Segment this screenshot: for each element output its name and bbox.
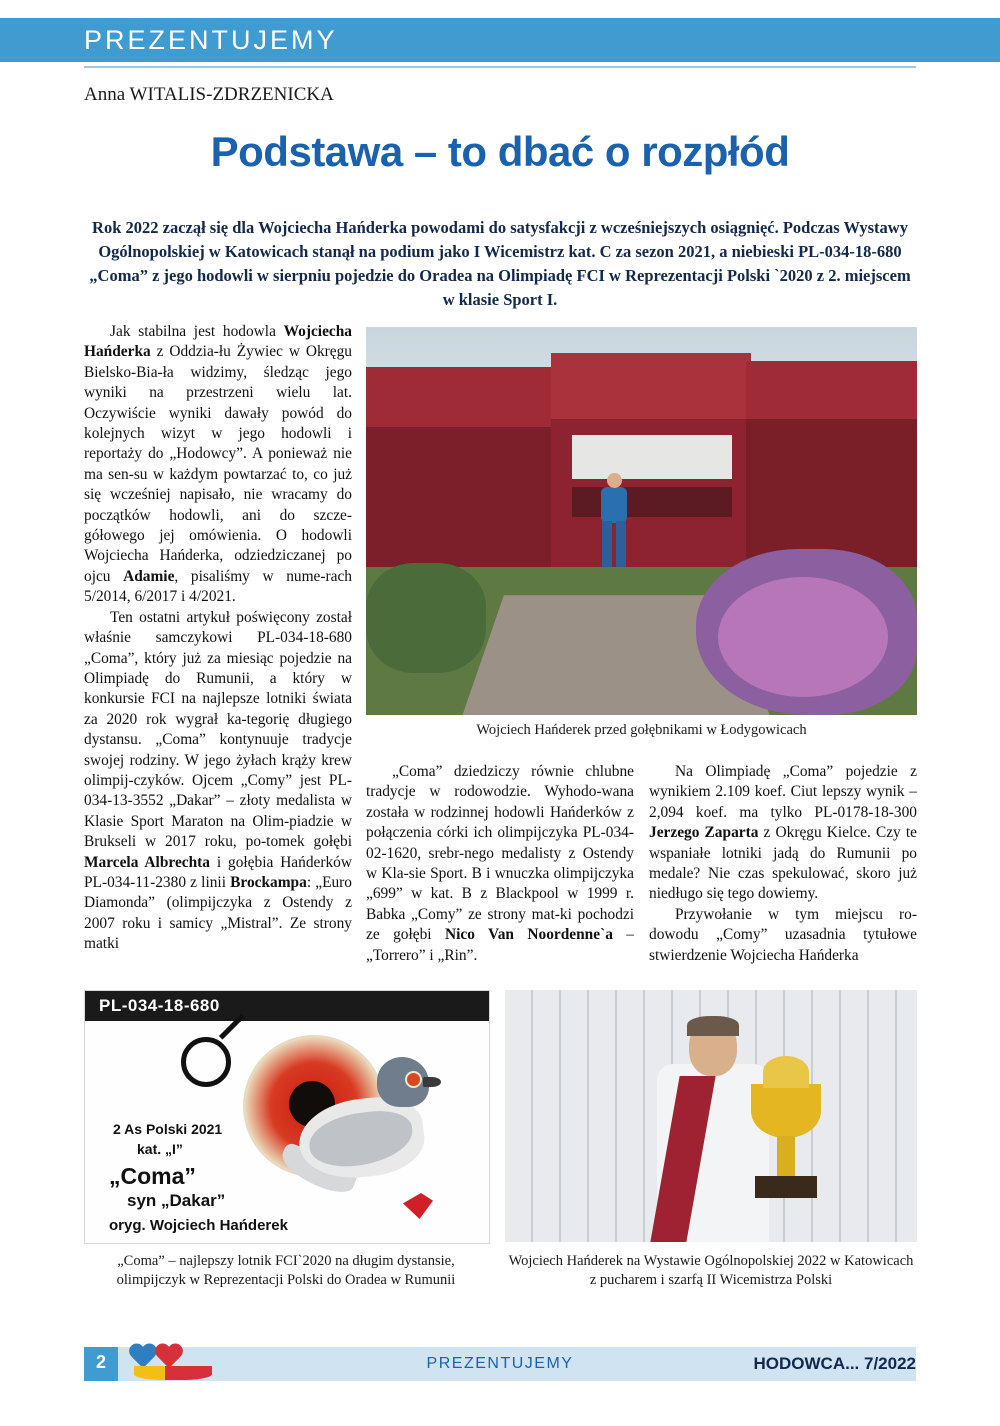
photo-trophy — [505, 990, 917, 1242]
roof-center — [551, 353, 751, 425]
header-divider — [84, 66, 916, 68]
pedigree-line-2: kat. „I” — [137, 1141, 183, 1157]
person-head — [607, 473, 622, 488]
footer-page-number: 2 — [95, 1352, 106, 1372]
roof-left — [366, 367, 556, 433]
loft-left — [366, 427, 556, 577]
caption-pedigree: „Coma” – najlepszy lotnik FCI`2020 na długim dystansie, olimpijczyk w Reprezentacji Polski do Oradea w Rumunii — [116, 1253, 456, 1288]
paragraph: Na Olimpiadę „Coma” pojedzie z wynikiem 2.109 koef. Ciut lepszy wynik – 2,094 koef. ma tylko PL-0178-18-300 Jerzego Zaparta z Okręgu Kielce. Czy te wspaniałe lotniki jadą do Rumunii po medale? Nie czas spekulować, skoro już niedługo się tego dowiemy. — [649, 763, 917, 903]
loft-right — [746, 419, 917, 569]
caption-trophy: Wojciech Hańderek na Wystawie Ogólnopolskiej 2022 w Katowicach z pucharem i szarfą II Wicemistrza Polski — [508, 1253, 914, 1288]
page-title: Podstawa – to dbać o rozpłód — [210, 128, 790, 175]
article-author: Anna WITALIS-ZDRZENICKA — [84, 84, 334, 105]
photo-shrub-left — [366, 563, 486, 673]
caption-top-photo: Wojciech Hańderek przed gołębnikami w Łodygowicach — [476, 722, 807, 738]
photo-pedigree-card — [84, 990, 490, 1244]
article-lead: Rok 2022 zaczął się dla Wojciecha Hańderka powodami do satysfakcji z wcześniejszych osiągnięć. Podczas Wystawy Ogólnopolskiej w Katowicach stanął na podium jako I Wicemistrz kat. C za sezon 2021, a niebieski PL-034-18-680 „Coma” z jego hodowli w sierpniu pojedzie do Oradea na Olimpiadę FCI w Reprezentacji Polski `2020 z 2. miejscem w klasie Sport I. — [89, 218, 911, 309]
footer-magazine-issue: HODOWCA... 7/2022 — [753, 1354, 916, 1373]
trophy-lid — [763, 1056, 809, 1088]
male-symbol-icon — [181, 1037, 231, 1087]
pigeon-beak — [423, 1077, 441, 1087]
pedigree-breeder: oryg. Wojciech Hańderek — [109, 1217, 288, 1234]
logo-bird-mark — [403, 1193, 433, 1219]
person-hair — [687, 1016, 739, 1036]
person-torso — [601, 487, 627, 523]
article-column-3 — [649, 762, 917, 966]
pedigree-ring-bar — [85, 991, 489, 1021]
footer-section-label: PREZENTUJEMY — [426, 1355, 574, 1372]
breeder-logo-icon — [403, 1187, 457, 1229]
header-section-label: PREZENTUJEMY — [84, 25, 338, 55]
trophy-stem — [777, 1136, 795, 1176]
pigeon-eye-icon — [405, 1071, 422, 1088]
paragraph: „Coma” dziedziczy równie chlubne tradycje w rodowodzie. Wyhodo-wana została w rodzinnej hodowli Hańderków z połączenia córki ich olimpijczyka PL-034-02-1620, srebr-nego medalisty z Ostendy w Kla-sie Sport. B i wnuczka olimpijczyka „699” w kat. B z Blackpool w 1999 r. Babka „Comy” ze strony mat-ki pochodzi ze gołębi Nico Van Noordenne`a – „Torrero” i „Rin”. — [366, 763, 634, 964]
paragraph: Ten ostatni artykuł poświęcony został właśnie samczykowi PL-034-18-680 „Coma”, który już za miesiąc pojedzie na Olimpiadę do Rumunii, a który w konkursie FCI na najlepsze lotniki świata za 2020 rok wygrał ka-tegorię długiego dystansu. „Coma” kontynuuje tradycje swojej rodziny. W jego żyłach krąży krew olimpij-czyków. Ojcem „Comy” jest PL-034-13-3552 „Dakar” – złoty medalista w Klasie Sport Maraton na Olim-piadzie w Brukseli w 2017 roku, po-tomek gołębi Marcela Albrechta i gołębia Hańderków PL-034-11-2380 z linii Brockampa: „Euro Diamonda” (olimpijczyka z Ostendy z 2007 roku i samicy „Mistral”. Ze strony matki — [84, 608, 352, 953]
pedigree-ring-number: PL-034-18-680 — [99, 996, 220, 1015]
paragraph: Przywołanie w tym miejscu ro-dowodu „Comy” uzasadnia tytułowe stwierdzenie Wojciecha Hańderka — [649, 905, 917, 964]
roof-right — [746, 361, 917, 425]
photo-lofts — [366, 327, 917, 715]
article-column-2 — [366, 762, 634, 966]
loft-aviary — [572, 487, 732, 517]
loft-window-band — [572, 435, 732, 479]
trophy-base — [755, 1176, 817, 1198]
pedigree-line-1: 2 As Polski 2021 — [113, 1121, 223, 1137]
article-column-1 — [84, 322, 352, 955]
trophy-cup-bowl — [751, 1084, 821, 1138]
paragraph: Jak stabilna jest hodowla Wojciecha Hańderka z Oddzia-łu Żywiec w Okręgu Bielsko-Bia-ła widzimy, śledząc jego wyniki na przestrzeni wielu lat. Oczywiście wyniki dawały powód do kolejnych wizyt w jego hodowli i reportaży do „Hodowcy”. A ponieważ nie ma sen-su w każdym powtarzać to, co już się wcześniej napisało, nie wracamy do początków hodowli, ani do szcze-gółowego jej omówienia. O hodowli Wojciecha Hańderka, odziedziczanej po ojcu Adamie, pisaliśmy w nume-rach 5/2014, 6/2017 i 4/2021. — [84, 323, 352, 606]
photo-flowers — [718, 577, 888, 697]
pedigree-sire: syn „Dakar” — [127, 1191, 226, 1210]
pedigree-pigeon-name: „Coma” — [109, 1163, 196, 1189]
